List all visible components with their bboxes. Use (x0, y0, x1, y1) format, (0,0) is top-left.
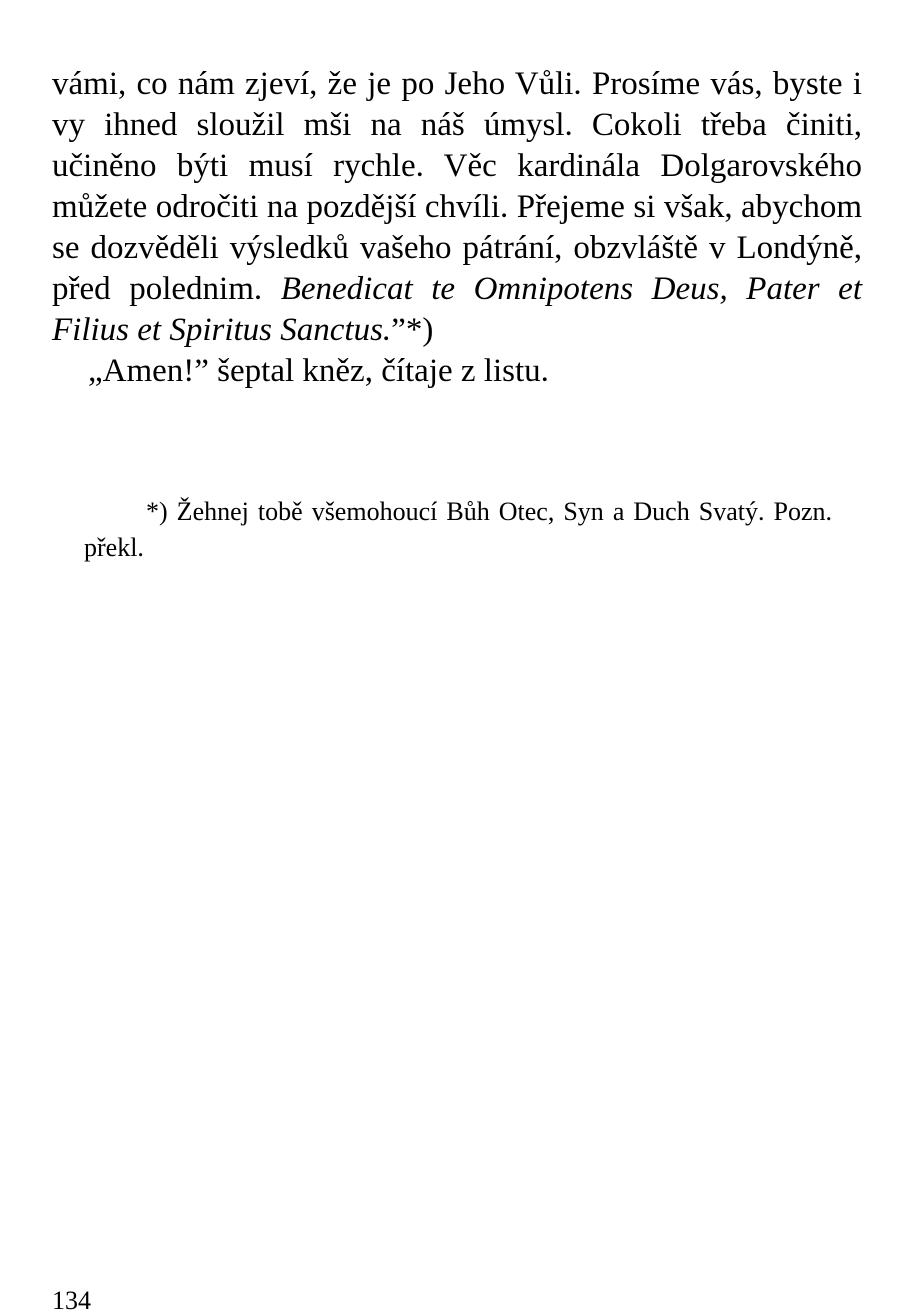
letter-text: vámi, co nám zjeví, že je po Jeho Vůli. Prosíme vás, byste i vy ihned sloužil mši na náš úmysl. Cokoli třeba činiti, učiněno býti musí rychle. Věc kardinála Dolgarovského můžete odročiti na pozdější chvíli. Přejeme si však, abychom se dozvěděli výsledků vašeho pátrání, obzvláště v Londýně, před polednim. (52, 66, 862, 307)
paragraph-letter-ending (52, 64, 862, 351)
latin-blessing: Benedicat te Omnipotens Deus, Pater et Filius et Spiritus Sanctus. (52, 271, 862, 348)
footnote: *) Žehnej tobě všemohoucí Bůh Otec, Syn a Duch Svatý. Pozn. překl. (84, 497, 832, 562)
main-text (52, 64, 862, 392)
paragraph-amen: „Amen!” šeptal kněz, čítaje z listu. (88, 353, 549, 389)
page-number: 134 (52, 1286, 91, 1315)
footnote-marker: ”*) (391, 312, 434, 348)
